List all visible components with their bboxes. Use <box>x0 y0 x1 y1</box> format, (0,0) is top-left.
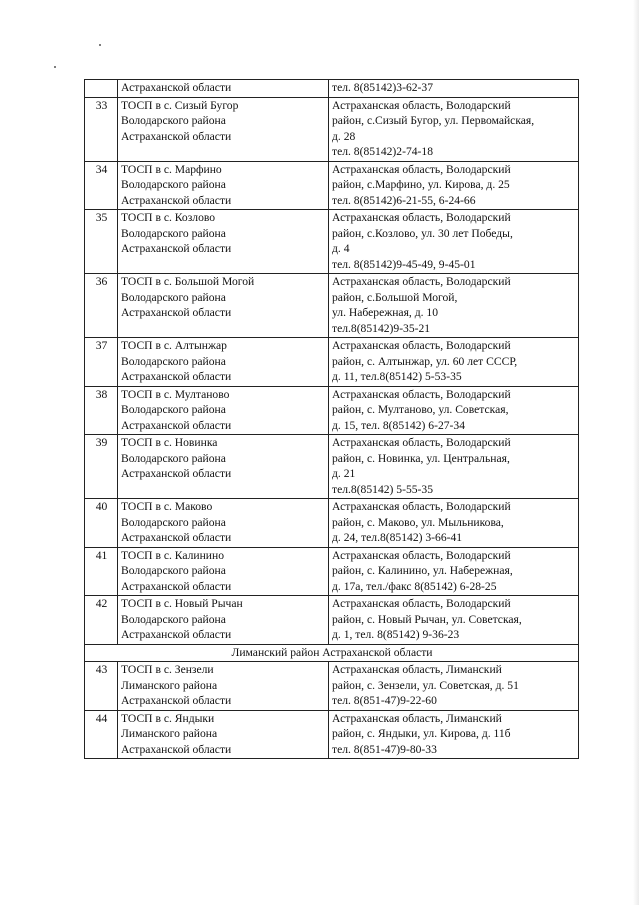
office-address-line: д. 21 <box>332 467 356 480</box>
office-address-line: район, с. Новинка, ул. Центральная, <box>332 451 510 465</box>
office-address-line: район, с. Маково, ул. Мыльникова, <box>332 515 504 529</box>
row-number: 39 <box>85 435 118 499</box>
row-number: 40 <box>85 499 118 548</box>
table-row <box>85 210 579 274</box>
office-name-line: Лиманского района <box>121 727 218 740</box>
office-name-line: ТОСП в с. Калинино <box>121 548 224 562</box>
page-edge-shadow <box>633 0 639 905</box>
office-name-cell <box>118 161 329 210</box>
office-name-cell <box>118 274 329 338</box>
table-row <box>85 662 579 711</box>
office-address-line: Астраханская область, Лиманский <box>332 711 502 725</box>
table-row <box>85 161 579 210</box>
office-name-line: Астраханской области <box>121 742 232 756</box>
office-address-line: тел. 8(85142)6-21-55, 6-24-66 <box>332 193 476 207</box>
region-title: Лиманский район Астраханской области <box>85 644 579 662</box>
table-row <box>85 386 579 435</box>
office-address-line: район, с. Яндыки, ул. Кирова, д. 11б <box>332 727 511 740</box>
office-name-cell <box>118 435 329 499</box>
row-number: 44 <box>85 710 118 759</box>
office-name-line: ТОСП в с. Козлово <box>121 211 216 224</box>
office-address-cell <box>329 80 579 98</box>
table-row <box>85 499 579 548</box>
office-name-line: Астраханской области <box>121 418 232 432</box>
office-address-line: д. 4 <box>332 242 350 255</box>
office-name-cell <box>118 210 329 274</box>
office-address-line: район, с.Сизый Бугор, ул. Первомайская, <box>332 114 535 127</box>
table-row <box>85 710 579 759</box>
table-row <box>85 338 579 387</box>
office-address-cell <box>329 596 579 645</box>
office-name-line: Володарского района <box>121 178 226 191</box>
office-address-line: район, с.Большой Могой, <box>332 290 458 304</box>
office-name-line: Астраханской области <box>121 129 232 143</box>
row-number: 37 <box>85 338 118 387</box>
office-address-line: Астраханская область, Володарский <box>332 162 511 176</box>
office-address-line: Астраханская область, Володарский <box>332 548 511 562</box>
office-name-line: Лиманского района <box>121 678 218 692</box>
office-address-line: район, с.Марфино, ул. Кирова, д. 25 <box>332 178 510 191</box>
table-body <box>85 80 579 759</box>
office-name-cell <box>118 547 329 596</box>
office-address-line: д. 28 <box>332 129 356 143</box>
office-address-cell <box>329 386 579 435</box>
office-address-line: тел. 8(85142)9-45-49, 9-45-01 <box>332 257 476 271</box>
office-name-cell <box>118 97 329 161</box>
office-address-line: Астраханская область, Лиманский <box>332 663 502 676</box>
office-name-line: ТОСП в с. Новый Рычан <box>121 597 243 610</box>
office-name-line: Володарского района <box>121 354 226 368</box>
row-number: 34 <box>85 161 118 210</box>
office-name-cell <box>118 499 329 548</box>
office-name-line: ТОСП в с. Сизый Бугор <box>121 98 239 112</box>
row-number <box>85 80 118 98</box>
office-name-cell <box>118 662 329 711</box>
office-address-line: Астраханская область, Володарский <box>332 597 511 610</box>
office-name-line: Володарского района <box>121 403 226 416</box>
office-address-line: Астраханская область, Володарский <box>332 211 511 224</box>
office-name-line: ТОСП в с. Маково <box>121 500 213 513</box>
office-name-line: Астраханской области <box>121 531 232 544</box>
office-name-line: Астраханской области <box>121 193 232 207</box>
office-address-line: Астраханская область, Володарский <box>332 98 511 112</box>
office-name-line: ТОСП в с. Марфино <box>121 162 222 176</box>
office-address-cell <box>329 547 579 596</box>
office-registry-table <box>84 79 579 759</box>
office-address-cell <box>329 435 579 499</box>
office-address-line: ул. Набережная, д. 10 <box>332 306 439 319</box>
office-name-line: Астраханской области <box>121 81 232 94</box>
office-address-line: район, с. Новый Рычан, ул. Советская, <box>332 612 522 626</box>
office-address-line: Астраханская область, Володарский <box>332 436 511 449</box>
office-address-line: тел. 8(85142)2-74-18 <box>332 145 434 158</box>
office-address-cell <box>329 710 579 759</box>
row-number: 42 <box>85 596 118 645</box>
office-address-line: тел.8(85142) 5-55-35 <box>332 482 434 496</box>
row-number: 43 <box>85 662 118 711</box>
office-address-line: район, с. Алтынжар, ул. 60 лет СССР, <box>332 354 518 368</box>
office-name-line: Астраханской области <box>121 467 232 480</box>
office-address-line: Астраханская область, Володарский <box>332 275 511 288</box>
table-row <box>85 97 579 161</box>
office-name-cell <box>118 596 329 645</box>
office-address-line: Астраханская область, Володарский <box>332 339 511 352</box>
office-address-cell <box>329 274 579 338</box>
office-address-line: Астраханская область, Володарский <box>332 387 511 401</box>
region-header-row <box>85 644 579 662</box>
office-name-line: Володарского района <box>121 612 226 626</box>
table-row <box>85 547 579 596</box>
office-name-line: Астраханской области <box>121 370 232 383</box>
office-name-line: Астраханской области <box>121 694 232 707</box>
office-address-line: д. 24, тел.8(85142) 3-66-41 <box>332 531 463 544</box>
office-name-line: Астраханской области <box>121 242 232 255</box>
scan-speck <box>54 66 56 68</box>
row-number: 35 <box>85 210 118 274</box>
office-address-line: район, с. Калинино, ул. Набережная, <box>332 564 513 577</box>
office-address-line: д. 1, тел. 8(85142) 9-36-23 <box>332 628 460 641</box>
office-address-line: д. 15, тел. 8(85142) 6-27-34 <box>332 418 465 432</box>
scan-speck <box>99 44 101 46</box>
office-address-line: тел. 8(85142)3-62-37 <box>332 81 434 94</box>
row-number: 33 <box>85 97 118 161</box>
row-number: 36 <box>85 274 118 338</box>
office-address-line: д. 17а, тел./факс 8(85142) 6-28-25 <box>332 579 497 593</box>
office-name-line: ТОСП в с. Новинка <box>121 436 218 449</box>
office-name-line: Володарского района <box>121 564 226 577</box>
office-address-cell <box>329 499 579 548</box>
office-name-line: Астраханской области <box>121 306 232 319</box>
office-address-cell <box>329 97 579 161</box>
office-address-line: тел.8(85142)9-35-21 <box>332 321 431 335</box>
office-name-line: ТОСП в с. Алтынжар <box>121 339 227 352</box>
table-row <box>85 435 579 499</box>
office-name-line: ТОСП в с. Зензели <box>121 663 214 676</box>
office-name-cell <box>118 338 329 387</box>
office-name-cell <box>118 80 329 98</box>
table-row <box>85 274 579 338</box>
office-address-line: Астраханская область, Володарский <box>332 500 511 513</box>
office-address-line: тел. 8(851-47)9-22-60 <box>332 694 437 707</box>
office-name-cell <box>118 710 329 759</box>
office-address-line: тел. 8(851-47)9-80-33 <box>332 742 437 756</box>
office-address-cell <box>329 662 579 711</box>
office-address-line: район, с. Зензели, ул. Советская, д. 51 <box>332 678 519 692</box>
office-address-cell <box>329 338 579 387</box>
office-name-line: Володарского района <box>121 515 226 529</box>
table-row <box>85 596 579 645</box>
office-address-cell <box>329 210 579 274</box>
office-name-line: Астраханской области <box>121 579 232 593</box>
row-number: 38 <box>85 386 118 435</box>
office-name-line: ТОСП в с. Мултаново <box>121 387 230 401</box>
row-number: 41 <box>85 547 118 596</box>
office-name-line: ТОСП в с. Большой Могой <box>121 275 255 288</box>
office-address-cell <box>329 161 579 210</box>
office-name-line: Астраханской области <box>121 628 232 641</box>
office-address-line: район, с.Козлово, ул. 30 лет Победы, <box>332 226 513 240</box>
office-address-line: район, с. Мултаново, ул. Советская, <box>332 403 509 416</box>
office-name-cell <box>118 386 329 435</box>
office-name-line: Володарского района <box>121 226 226 240</box>
table-row <box>85 80 579 98</box>
office-name-line: ТОСП в с. Яндыки <box>121 711 215 725</box>
office-name-line: Володарского района <box>121 114 226 127</box>
office-name-line: Володарского района <box>121 290 226 304</box>
office-name-line: Володарского района <box>121 451 226 465</box>
office-address-line: д. 11, тел.8(85142) 5-53-35 <box>332 370 462 383</box>
